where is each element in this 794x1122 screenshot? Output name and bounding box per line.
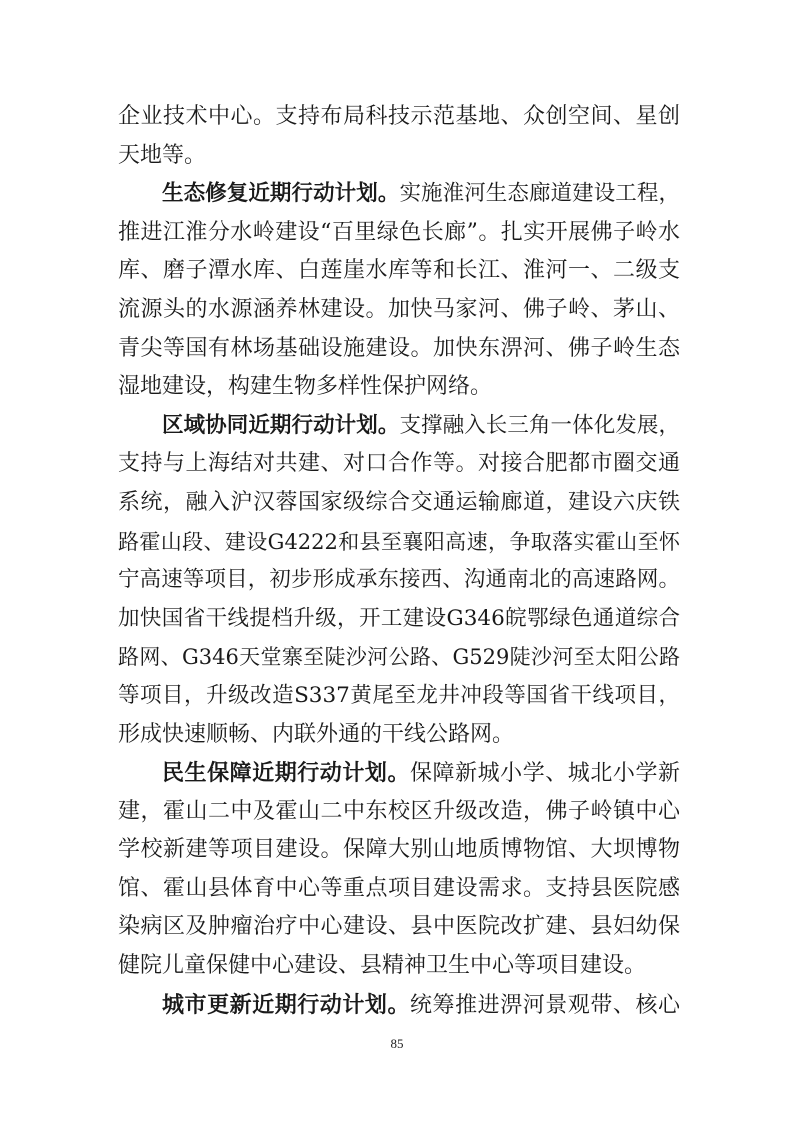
paragraph-heading: 城市更新近期行动计划。 bbox=[162, 991, 410, 1018]
paragraph-heading: 民生保障近期行动计划。 bbox=[162, 760, 410, 787]
text-line-content: 实施淮河生态廊道建设工程， bbox=[399, 181, 680, 207]
paragraph bbox=[118, 754, 680, 986]
text-line: 企业技术中心。支持布局科技示范基地、众创空间、星创 bbox=[118, 104, 680, 129]
text-line: 形成快速顺畅、内联外通的干线公路网。 bbox=[118, 721, 515, 747]
text-line bbox=[118, 175, 680, 214]
text-line bbox=[118, 754, 680, 793]
paragraph-heading: 生态修复近期行动计划。 bbox=[162, 181, 400, 207]
text-line: 染病区及肿瘤治疗中心建设、县中医院改扩建、县妇幼保 bbox=[118, 914, 680, 940]
text-line: 湿地建设，构建生物多样性保护网络。 bbox=[118, 374, 493, 400]
text-line: 等项目，升级改造S337黄尾至龙井冲段等国省干线项目， bbox=[118, 682, 680, 708]
text-line-content: 保障新城小学、城北小学新 bbox=[410, 761, 680, 787]
text-line: 青尖等国有林场基础设施建设。加快东淠河、佛子岭生态 bbox=[118, 335, 680, 361]
page-number: 85 bbox=[390, 1036, 404, 1051]
text-line bbox=[118, 407, 680, 446]
text-line: 支持与上海结对共建、对口合作等。对接合肥都市圈交通 bbox=[118, 451, 680, 477]
text-line-content: 支撑融入长三角一体化发展， bbox=[399, 412, 680, 438]
text-line: 馆、霍山县体育中心等重点项目建设需求。支持县医院感 bbox=[118, 875, 680, 901]
paragraph bbox=[118, 98, 680, 175]
text-line: 流源头的水源涵养林建设。加快马家河、佛子岭、茅山、 bbox=[118, 296, 680, 322]
text-line: 建，霍山二中及霍山二中东校区升级改造，佛子岭镇中心 bbox=[118, 798, 680, 824]
text-line bbox=[118, 986, 680, 1025]
text-line: 学校新建等项目建设。保障大别山地质博物馆、大坝博物 bbox=[118, 837, 680, 863]
text-line: 路网、G346天堂寨至陡沙河公路、G529陡沙河至太阳公路 bbox=[118, 645, 680, 670]
paragraph bbox=[118, 407, 680, 754]
text-line: 天地等。 bbox=[118, 142, 207, 168]
text-line: 系统，融入沪汉蓉国家级综合交通运输廊道，建设六庆铁 bbox=[118, 489, 680, 515]
paragraph bbox=[118, 986, 680, 1025]
text-line: 加快国省干线提档升级，开工建设G346皖鄂绿色通道综合 bbox=[118, 605, 680, 631]
text-line: 宁高速等项目，初步形成承东接西、沟通南北的高速路网。 bbox=[118, 567, 680, 593]
text-line: 库、磨子潭水库、白莲崖水库等和长江、淮河一、二级支 bbox=[118, 258, 680, 284]
text-line-content: 统筹推进淠河景观带、核心 bbox=[410, 992, 680, 1018]
text-line: 推进江淮分水岭建设“百里绿色长廊”。扎实开展佛子岭水 bbox=[118, 219, 680, 245]
paragraph bbox=[118, 175, 680, 407]
text-line: 健院儿童保健中心建设、县精神卫生中心等项目建设。 bbox=[118, 953, 647, 979]
document-body bbox=[118, 98, 680, 1024]
text-line: 路霍山段、建设G4222和县至襄阳高速，争取落实霍山至怀 bbox=[118, 529, 680, 554]
paragraph-heading: 区域协同近期行动计划。 bbox=[162, 412, 400, 438]
